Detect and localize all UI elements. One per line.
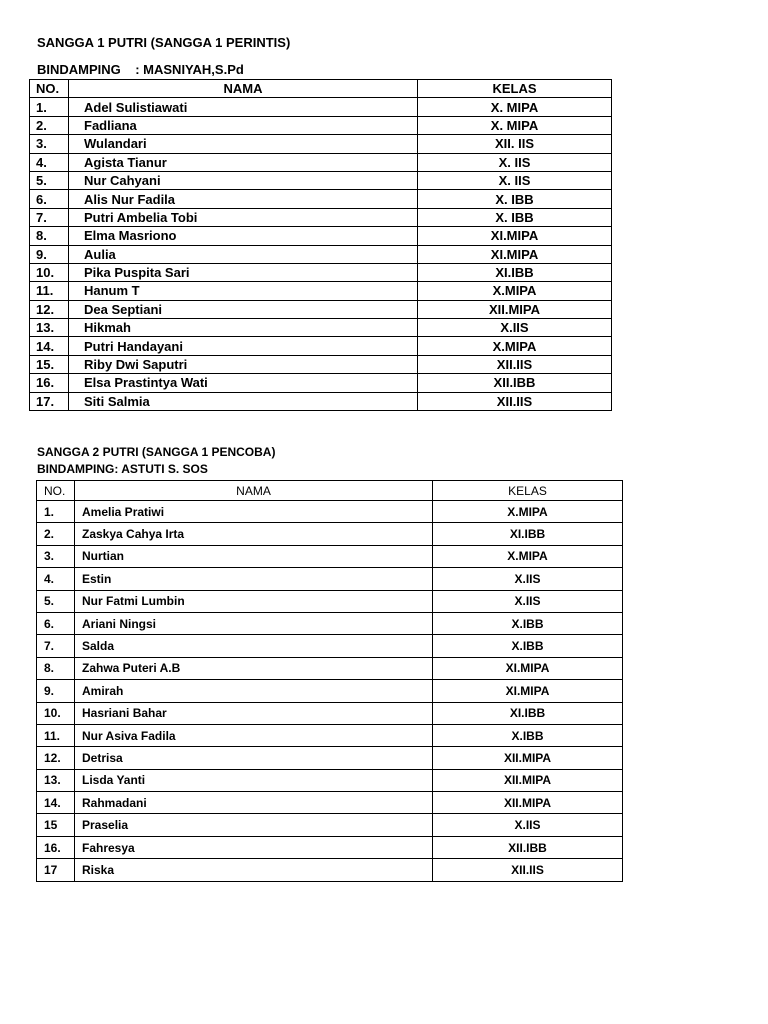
member-name: Nur Asiva Fadila	[75, 724, 433, 746]
group1-table-body	[30, 80, 612, 411]
member-class: XII.IBB	[418, 374, 612, 392]
table-row	[30, 190, 612, 208]
row-number: 6.	[37, 612, 75, 634]
row-number: 10.	[30, 263, 69, 281]
member-class: XII. IIS	[418, 135, 612, 153]
group1-mentor: BINDAMPING : MASNIYAH,S.Pd	[37, 62, 244, 77]
member-class: XII.MIPA	[418, 300, 612, 318]
member-name: Adel Sulistiawati	[69, 98, 418, 116]
member-name: Nur Cahyani	[69, 171, 418, 189]
member-class: XII.IIS	[433, 859, 623, 881]
row-number: 16.	[30, 374, 69, 392]
member-class: X.IBB	[433, 612, 623, 634]
row-number: 8.	[30, 227, 69, 245]
row-number: 9.	[30, 245, 69, 263]
member-name: Ariani Ningsi	[75, 612, 433, 634]
row-number: 17.	[30, 392, 69, 410]
row-number: 6.	[30, 190, 69, 208]
header-kelas: KELAS	[433, 481, 623, 501]
group2-table-body	[37, 481, 623, 882]
row-number: 2.	[37, 523, 75, 545]
member-name: Siti Salmia	[69, 392, 418, 410]
member-class: X. MIPA	[418, 116, 612, 134]
row-number: 11.	[37, 724, 75, 746]
table-row	[30, 337, 612, 355]
table-row	[37, 792, 623, 814]
member-name: Nurtian	[75, 545, 433, 567]
table-row	[30, 153, 612, 171]
member-class: XI.MIPA	[418, 245, 612, 263]
row-number: 14.	[37, 792, 75, 814]
row-number: 15	[37, 814, 75, 836]
row-number: 7.	[30, 208, 69, 226]
row-number: 13.	[30, 319, 69, 337]
row-number: 3.	[30, 135, 69, 153]
table-row	[37, 769, 623, 791]
member-class: XI.IBB	[418, 263, 612, 281]
table-row	[37, 724, 623, 746]
member-name: Hanum T	[69, 282, 418, 300]
group1-title: SANGGA 1 PUTRI (SANGGA 1 PERINTIS)	[37, 35, 291, 50]
member-name: Rahmadani	[75, 792, 433, 814]
member-name: Detrisa	[75, 747, 433, 769]
table-row	[30, 374, 612, 392]
table-row	[30, 171, 612, 189]
table-row	[37, 568, 623, 590]
member-class: XI.IBB	[433, 702, 623, 724]
table-row	[37, 501, 623, 523]
member-class: X.IIS	[433, 568, 623, 590]
member-name: Amirah	[75, 680, 433, 702]
table-row	[37, 523, 623, 545]
member-name: Estin	[75, 568, 433, 590]
member-class: X.MIPA	[418, 337, 612, 355]
header-nama: NAMA	[69, 80, 418, 98]
group2-table	[36, 480, 623, 882]
member-class: XII.IIS	[418, 392, 612, 410]
member-name: Hasriani Bahar	[75, 702, 433, 724]
member-name: Fahresya	[75, 836, 433, 858]
table-header-row	[37, 481, 623, 501]
row-number: 11.	[30, 282, 69, 300]
table-row	[30, 227, 612, 245]
row-number: 12.	[37, 747, 75, 769]
member-name: Elsa Prastintya Wati	[69, 374, 418, 392]
table-row	[37, 612, 623, 634]
member-name: Salda	[75, 635, 433, 657]
table-row	[30, 98, 612, 116]
member-class: X. IIS	[418, 171, 612, 189]
header-no: NO.	[30, 80, 69, 98]
table-row	[37, 836, 623, 858]
table-row	[30, 245, 612, 263]
row-number: 2.	[30, 116, 69, 134]
member-name: Elma Masriono	[69, 227, 418, 245]
member-class: XII.IIS	[418, 355, 612, 373]
group2-mentor: BINDAMPING: ASTUTI S. SOS	[37, 462, 208, 476]
member-name: Dea Septiani	[69, 300, 418, 318]
table-row	[30, 282, 612, 300]
member-class: X.MIPA	[418, 282, 612, 300]
row-number: 9.	[37, 680, 75, 702]
table-row	[30, 263, 612, 281]
member-name: Wulandari	[69, 135, 418, 153]
table-row	[37, 702, 623, 724]
member-class: X.IIS	[433, 814, 623, 836]
row-number: 10.	[37, 702, 75, 724]
member-class: XI.MIPA	[433, 657, 623, 679]
table-row	[37, 545, 623, 567]
table-row	[37, 657, 623, 679]
member-name: Riska	[75, 859, 433, 881]
row-number: 8.	[37, 657, 75, 679]
row-number: 15.	[30, 355, 69, 373]
member-class: XI.MIPA	[418, 227, 612, 245]
member-class: XII.IBB	[433, 836, 623, 858]
row-number: 12.	[30, 300, 69, 318]
table-row	[30, 135, 612, 153]
member-name: Lisda Yanti	[75, 769, 433, 791]
table-row	[30, 319, 612, 337]
member-class: XI.MIPA	[433, 680, 623, 702]
row-number: 13.	[37, 769, 75, 791]
member-name: Alis Nur Fadila	[69, 190, 418, 208]
table-row	[30, 300, 612, 318]
row-number: 7.	[37, 635, 75, 657]
group2-title: SANGGA 2 PUTRI (SANGGA 1 PENCOBA)	[37, 445, 276, 459]
row-number: 14.	[30, 337, 69, 355]
table-row	[30, 208, 612, 226]
row-number: 3.	[37, 545, 75, 567]
member-name: Riby Dwi Saputri	[69, 355, 418, 373]
member-name: Zaskya Cahya Irta	[75, 523, 433, 545]
member-class: X. IIS	[418, 153, 612, 171]
row-number: 1.	[37, 501, 75, 523]
member-class: XII.MIPA	[433, 769, 623, 791]
table-row	[30, 392, 612, 410]
member-class: X.IIS	[418, 319, 612, 337]
table-row	[37, 680, 623, 702]
table-row	[37, 814, 623, 836]
row-number: 1.	[30, 98, 69, 116]
member-name: Zahwa Puteri A.B	[75, 657, 433, 679]
member-name: Pika Puspita Sari	[69, 263, 418, 281]
row-number: 16.	[37, 836, 75, 858]
row-number: 5.	[30, 171, 69, 189]
table-row	[30, 116, 612, 134]
table-row	[30, 355, 612, 373]
member-name: Fadliana	[69, 116, 418, 134]
member-class: X.IBB	[433, 635, 623, 657]
member-name: Putri Handayani	[69, 337, 418, 355]
member-class: XII.MIPA	[433, 747, 623, 769]
member-name: Nur Fatmi Lumbin	[75, 590, 433, 612]
member-name: Praselia	[75, 814, 433, 836]
table-row	[37, 747, 623, 769]
member-class: X.IBB	[433, 724, 623, 746]
table-header-row	[30, 80, 612, 98]
header-no: NO.	[37, 481, 75, 501]
row-number: 4.	[30, 153, 69, 171]
member-class: X. IBB	[418, 190, 612, 208]
table-row	[37, 635, 623, 657]
member-name: Agista Tianur	[69, 153, 418, 171]
member-class: X. IBB	[418, 208, 612, 226]
row-number: 4.	[37, 568, 75, 590]
row-number: 5.	[37, 590, 75, 612]
member-class: X.MIPA	[433, 545, 623, 567]
row-number: 17	[37, 859, 75, 881]
header-kelas: KELAS	[418, 80, 612, 98]
member-class: XI.IBB	[433, 523, 623, 545]
group1-table	[29, 79, 612, 411]
member-class: XII.MIPA	[433, 792, 623, 814]
table-row	[37, 590, 623, 612]
table-row	[37, 859, 623, 881]
header-nama: NAMA	[75, 481, 433, 501]
member-name: Amelia Pratiwi	[75, 501, 433, 523]
member-class: X.IIS	[433, 590, 623, 612]
member-class: X. MIPA	[418, 98, 612, 116]
member-name: Hikmah	[69, 319, 418, 337]
member-name: Putri Ambelia Tobi	[69, 208, 418, 226]
member-name: Aulia	[69, 245, 418, 263]
member-class: X.MIPA	[433, 501, 623, 523]
